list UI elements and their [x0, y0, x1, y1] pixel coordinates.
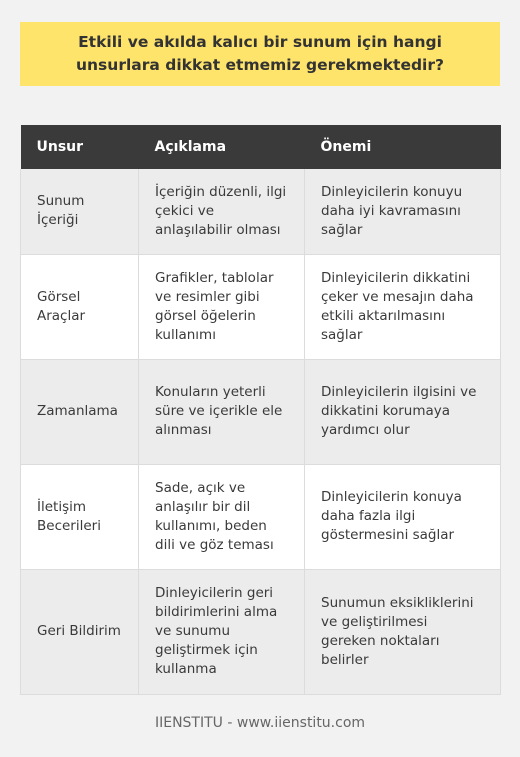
cell-onemi: Dinleyicilerin ilgisini ve dikkatini korumaya yardımcı olur — [305, 359, 501, 464]
table-row — [21, 464, 501, 569]
table-row — [21, 169, 501, 254]
table-row — [21, 254, 501, 359]
cell-onemi: Dinleyicilerin konuyu daha iyi kavramasını sağlar — [305, 169, 501, 254]
header-unsur: Unsur — [21, 125, 139, 169]
cell-onemi: Sunumun eksikliklerini ve geliştirilmesi gereken noktaları belirler — [305, 569, 501, 694]
cell-unsur: İletişim Becerileri — [21, 464, 139, 569]
header-aciklama: Açıklama — [139, 125, 305, 169]
cell-aciklama: Konuların yeterli süre ve içerikle ele alınması — [139, 359, 305, 464]
cell-aciklama: Dinleyicilerin geri bildirimlerini alma ve sunumu geliştirmek için kullanma — [139, 569, 305, 694]
cell-unsur: Sunum İçeriği — [21, 169, 139, 254]
table-header-row — [21, 125, 501, 169]
cell-unsur: Zamanlama — [21, 359, 139, 464]
header-onemi: Önemi — [305, 125, 501, 169]
cell-aciklama: İçeriğin düzenli, ilgi çekici ve anlaşılabilir olması — [139, 169, 305, 254]
cell-onemi: Dinleyicilerin konuya daha fazla ilgi göstermesini sağlar — [305, 464, 501, 569]
cell-aciklama: Sade, açık ve anlaşılır bir dil kullanımı, beden dili ve göz teması — [139, 464, 305, 569]
page-title: Etkili ve akılda kalıcı bir sunum için hangi unsurlara dikkat etmemiz gerekmektedir? — [75, 33, 444, 74]
title-banner — [20, 22, 500, 86]
cell-onemi: Dinleyicilerin dikkatini çeker ve mesajın daha etkili aktarılmasını sağlar — [305, 254, 501, 359]
table-row — [21, 359, 501, 464]
info-table — [20, 125, 501, 695]
table-row — [21, 569, 501, 694]
cell-aciklama: Grafikler, tablolar ve resimler gibi görsel öğelerin kullanımı — [139, 254, 305, 359]
footer-credit: IIENSTITU - www.iienstitu.com — [154, 715, 366, 731]
cell-unsur: Geri Bildirim — [21, 569, 139, 694]
cell-unsur: Görsel Araçlar — [21, 254, 139, 359]
